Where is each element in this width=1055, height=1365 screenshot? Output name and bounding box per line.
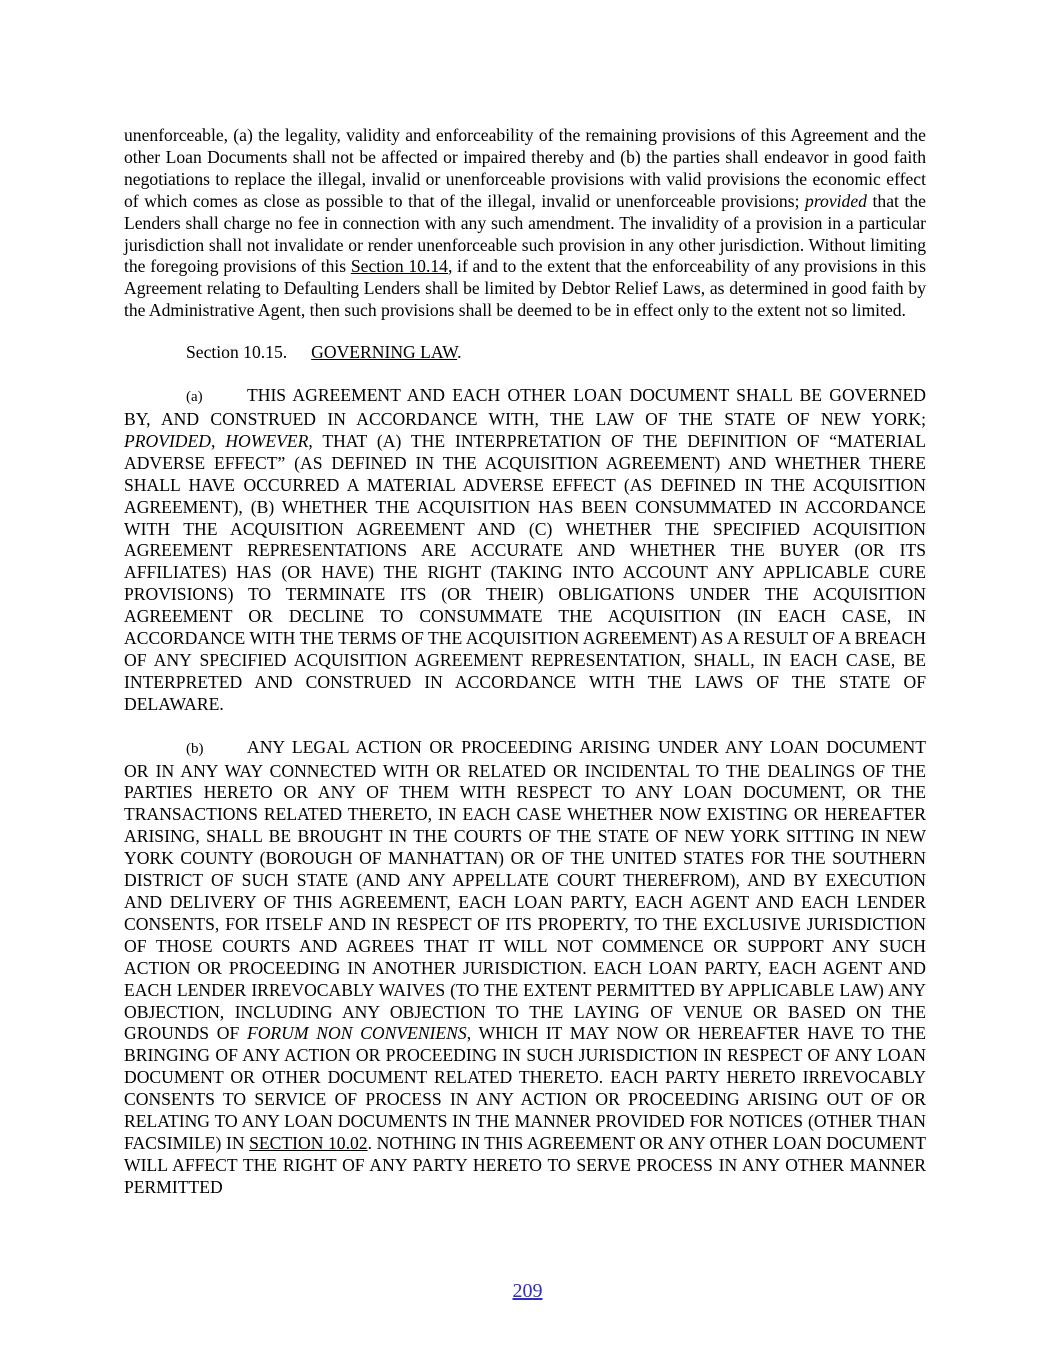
- paragraph-b-text-2: , WHICH IT MAY NOW OR HEREAFTER HAVE TO THE BRINGING OF ANY ACTION OR PROCEEDING IN SUCH JURISDICTION IN RESPECT OF ANY LOAN DOCUMENT OR OTHER DOCUMENT RELATED THERETO. EACH PARTY HERETO IRREVOCABLY CONSENTS TO SERVICE OF PROCESS IN ANY ACTION OR PROCEEDING ARISING OUT OF OR RELATING TO ANY LOAN DOCUMENTS IN THE MANNER PROVIDED FOR NOTICES (OTHER THAN FACSIMILE) IN: [124, 1023, 926, 1153]
- section-10-14-reference: Section 10.14: [350, 256, 448, 277]
- section-title: GOVERNING LAW: [311, 342, 458, 363]
- paragraph-b-text-1: ANY LEGAL ACTION OR PROCEEDING ARISING UNDER ANY LOAN DOCUMENT OR IN ANY WAY CONNECTED WITH OR RELATED OR INCIDENTAL TO THE DEALINGS OF THE PARTIES HERETO OR ANY OF THEM WITH RESPECT TO ANY LOAN DOCUMENT, OR THE TRANSACTIONS RELATED THERETO, IN EACH CASE WHETHER NOW EXISTING OR HEREAFTER ARISING, SHALL BE BROUGHT IN THE COURTS OF THE STATE OF NEW YORK SITTING IN NEW YORK COUNTY (BOROUGH OF MANHATTAN) OR OF THE UNITED STATES FOR THE SOUTHERN DISTRICT OF SUCH STATE (AND ANY APPELLATE COURT THEREFROM), AND BY EXECUTION AND DELIVERY OF THIS AGREEMENT, EACH LOAN PARTY, EACH AGENT AND EACH LENDER CONSENTS, FOR ITSELF AND IN RESPECT OF ITS PROPERTY, TO THE EXCLUSIVE JURISDICTION OF THOSE COURTS AND AGREES THAT IT WILL NOT COMMENCE OR SUPPORT ANY SUCH ACTION OR PROCEEDING IN ANOTHER JURISDICTION. EACH LOAN PARTY, EACH AGENT AND EACH LENDER IRREVOCABLY WAIVES (TO THE EXTENT PERMITTED BY APPLICABLE LAW) ANY OBJECTION, INCLUDING ANY OBJECTION TO THE LAYING OF VENUE OR BASED ON THE GROUNDS OF: [124, 736, 926, 1044]
- paragraph-a-marker: (a): [186, 389, 203, 406]
- page-number[interactable]: 209: [512, 1280, 543, 1302]
- intro-text-1: unenforceable, (a) the legality, validity and enforceability of the remaining provisions of this Agreement and the other Loan Documents shall not be affected or impaired thereby and (b) the parties shall endeavor in good faith negotiations to replace the illegal, invalid or unenforceable provisions with valid provisions the economic effect of which comes as close as possible to that of the illegal, invalid or unenforceable provisions;: [124, 125, 926, 211]
- intro-text-2: that the Lenders shall charge no fee in connection with any such amendment. The invalidity of a provision in a particular jurisdiction shall not invalidate or render unenforceable such provision in any other jurisdiction. Without limiting the foregoing provisions of this: [124, 190, 926, 277]
- section-number: Section 10.15.: [186, 342, 288, 363]
- section-title-suffix: .: [457, 342, 462, 363]
- paragraph-a-italic-provided: PROVIDED: [124, 430, 211, 451]
- intro-paragraph: [124, 125, 926, 322]
- section-heading: [124, 342, 926, 364]
- paragraph-a: [124, 385, 926, 716]
- document-page: [124, 125, 926, 1199]
- intro-italic-provided: provided: [805, 190, 867, 211]
- paragraph-b-marker: (b): [186, 740, 204, 757]
- intro-text-3: , if and to the extent that the enforceability of any provisions in this Agreement relating to Defaulting Lenders shall be limited by Debtor Relief Laws, as determined in good faith by the Administrative Agent, then such provisions shall be deemed to be in effect only to the extent not so limited.: [124, 256, 926, 321]
- paragraph-b-text-3: . NOTHING IN THIS AGREEMENT OR ANY OTHER LOAN DOCUMENT WILL AFFECT THE RIGHT OF ANY PARTY HERETO TO SERVE PROCESS IN ANY OTHER MANNER PERMITTED: [124, 1132, 926, 1197]
- paragraph-a-text-1: THIS AGREEMENT AND EACH OTHER LOAN DOCUMENT SHALL BE GOVERNED BY, AND CONSTRUED IN ACCORDANCE WITH, THE LAW OF THE STATE OF NEW YORK;: [124, 385, 926, 429]
- paragraph-a-text-3: , THAT (A) THE INTERPRETATION OF THE DEFINITION OF “MATERIAL ADVERSE EFFECT” (AS DEFINED IN THE ACQUISITION AGREEMENT) AND WHETHER THERE SHALL HAVE OCCURRED A MATERIAL ADVERSE EFFECT (AS DEFINED IN THE ACQUISITION AGREEMENT), (B) WHETHER THE ACQUISITION HAS BEEN CONSUMMATED IN ACCORDANCE WITH THE ACQUISITION AGREEMENT AND (C) WHETHER THE SPECIFIED ACQUISITION AGREEMENT REPRESENTATIONS ARE ACCURATE AND WHETHER THE BUYER (OR ITS AFFILIATES) HAS (OR HAVE) THE RIGHT (TAKING INTO ACCOUNT ANY APPLICABLE CURE PROVISIONS) TO TERMINATE ITS (OR THEIR) OBLIGATIONS UNDER THE ACQUISITION AGREEMENT OR DECLINE TO CONSUMMATE THE ACQUISITION (IN EACH CASE, IN ACCORDANCE WITH THE TERMS OF THE ACQUISITION AGREEMENT) AS A RESULT OF A BREACH OF ANY SPECIFIED ACQUISITION AGREEMENT REPRESENTATION, SHALL, IN EACH CASE, BE INTERPRETED AND CONSTRUED IN ACCORDANCE WITH THE LAWS OF THE STATE OF DELAWARE.: [124, 430, 926, 714]
- section-10-02-reference: SECTION 10.02: [249, 1132, 368, 1153]
- paragraph-b-italic-forum: FORUM NON CONVENIENS: [246, 1023, 467, 1044]
- paragraph-a-text-2: ,: [210, 430, 226, 451]
- paragraph-a-italic-however: HOWEVER: [225, 430, 309, 451]
- paragraph-b: [124, 737, 926, 1199]
